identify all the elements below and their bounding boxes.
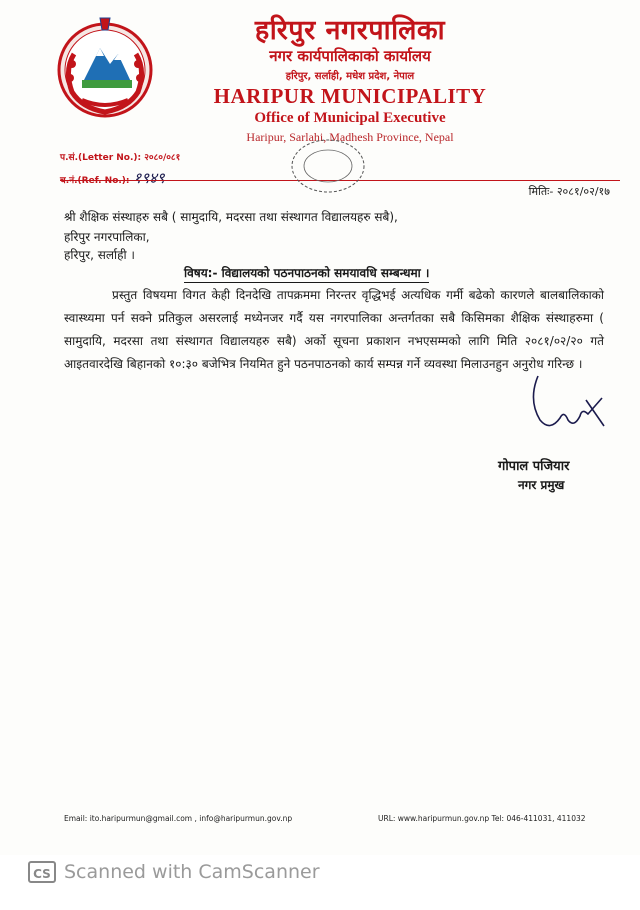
camscanner-logo-icon: CS bbox=[28, 861, 56, 883]
recipient-line: हरिपुर नगरपालिका, bbox=[64, 230, 150, 244]
letter-number-label: प.सं.(Letter No.): २०८०/०८१ bbox=[60, 153, 181, 163]
recipient-line: श्री शैक्षिक संस्थाहरु सबै ( सामुदायि, मदरसा तथा संस्थागत विद्यालयहरु सबै), bbox=[64, 210, 398, 224]
nepal-emblem-icon bbox=[52, 14, 158, 120]
footer-url-phone: URL: www.haripurmun.gov.np Tel: 046-411031, 411032 bbox=[378, 814, 586, 823]
municipality-name-nepali: हरिपुर नगरपालिका bbox=[254, 15, 446, 46]
recipient-line: हरिपुर, सर्लाही । bbox=[64, 248, 135, 262]
letter-subject: विषय:- विद्यालयको पठनपाठनको समयावधि सम्बन्धमा । bbox=[184, 264, 429, 283]
office-stamp-icon bbox=[288, 136, 368, 196]
office-name-nepali: नगर कार्यपालिकाको कार्यालय bbox=[269, 47, 431, 65]
address-nepali: हरिपुर, सर्लाही, मधेश प्रदेश, नेपाल bbox=[285, 71, 415, 82]
office-name-english: Office of Municipal Executive bbox=[254, 110, 446, 126]
letter-date: मितिः- २०८१/०२/१७ bbox=[528, 185, 610, 198]
letter-number bbox=[60, 150, 180, 163]
reference-number-label: च.नं.(Ref. No.): bbox=[60, 176, 130, 186]
letter-body: प्रस्तुत विषयमा विगत केही दिनदेखि तापक्रममा निरन्तर वृद्धिभई अत्यधिक गर्मी बढेको कारणले बालबालिकाको स्वास्थ्यमा पर्न सक्ने प्रतिकुल असरलाई मध्येनजर गर्दै यस नगरपालिका अन्तर्गतका सबै किसिमका शैक्षिक संस्थाहरुमा ( सामुदायि, मदरसा तथा संस्थागत विद्यालयहरु सबै) अर्को सूचना प्रकाशन नभएसम्मको लागि मिति २०८१/०२/२० गते आइतवारदेखि बिहानको १०:३० बजेभित्र नियमित हुने पठनपाठनको कार्य सम्पन्न गर्ने व्यवस्था मिलाउनहुन अनुरोध गरिन्छ । bbox=[64, 288, 604, 371]
footer-email: Email: ito.haripurmun@gmail.com , info@haripurmun.gov.np bbox=[64, 814, 293, 823]
signature-icon bbox=[520, 370, 610, 440]
municipality-name-english: HARIPUR MUNICIPALITY bbox=[213, 84, 487, 108]
reference-number-value: १९४९ bbox=[133, 169, 165, 187]
address-english: Haripur, Sarlahi, Madhesh Province, Nepal bbox=[246, 130, 454, 144]
signatory-name: गोपाल पजियार bbox=[498, 459, 570, 474]
reference-number bbox=[60, 168, 165, 188]
signatory-title: नगर प्रमुख bbox=[518, 478, 565, 492]
camscanner-watermark: Scanned with CamScanner bbox=[64, 861, 320, 883]
